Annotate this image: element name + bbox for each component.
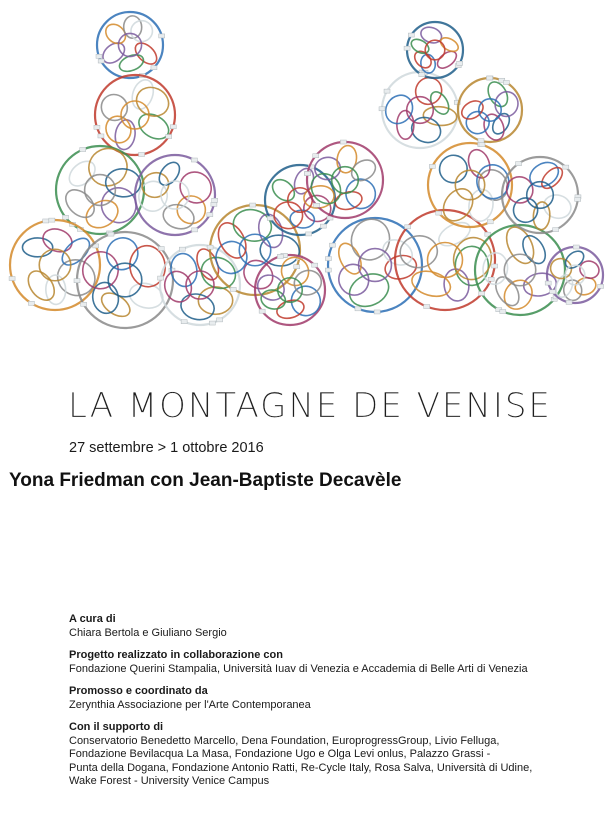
ring-cluster	[305, 140, 383, 218]
ring-cluster	[207, 203, 302, 295]
credit-heading: Promosso e coordinato da	[69, 685, 208, 697]
ring-sculpture-image	[0, 0, 612, 370]
credits-section	[69, 613, 599, 798]
credit-promoters	[69, 685, 599, 712]
ring-cluster	[379, 70, 460, 148]
credit-heading: A cura di	[69, 613, 116, 625]
ring-cluster	[56, 142, 144, 235]
ring-cluster	[501, 157, 581, 233]
ring-cluster	[265, 165, 336, 236]
credit-curators	[69, 613, 599, 640]
exhibition-title: LA MONTAGNE DE VENISE	[68, 386, 552, 426]
credit-body: Fondazione Querini Stampalia, Università Iuav di Venezia e Accademia di Belle Arti di Venezia	[69, 662, 528, 675]
credit-body: Zerynthia Associazione per l'Arte Contemporanea	[69, 698, 311, 711]
credit-collaboration	[69, 649, 599, 676]
credit-body: Conservatorio Benedetto Marcello, Dena Foundation, EuroprogressGroup, Livio Felluga, Fondazione Bevilacqua La Masa, Fondazione Ugo e Olga Levi onlus, Palazzo Grassi - Punta della Dogana, Fondazione Antonio Ratti, Re-Cycle Italy, Rosa Salva, Università di Udine, Wake Forest - University Venice Campus	[69, 734, 533, 787]
credit-supporters	[69, 721, 599, 789]
exhibition-dates: 27 settembre > 1 ottobre 2016	[69, 440, 264, 456]
ring-cluster	[458, 76, 522, 143]
credit-body: Chiara Bertola e Giuliano Sergio	[69, 626, 227, 639]
ring-cluster	[404, 22, 463, 78]
ring-cluster	[428, 142, 513, 227]
credit-heading: Progetto realizzato in collaborazione con	[69, 649, 283, 661]
ring-cluster	[96, 12, 165, 78]
credit-heading: Con il supporto di	[69, 721, 164, 733]
ring-cluster	[94, 75, 176, 156]
artists-line: Yona Friedman con Jean-Baptiste Decavèle	[9, 470, 402, 491]
ring-cluster	[135, 155, 218, 235]
